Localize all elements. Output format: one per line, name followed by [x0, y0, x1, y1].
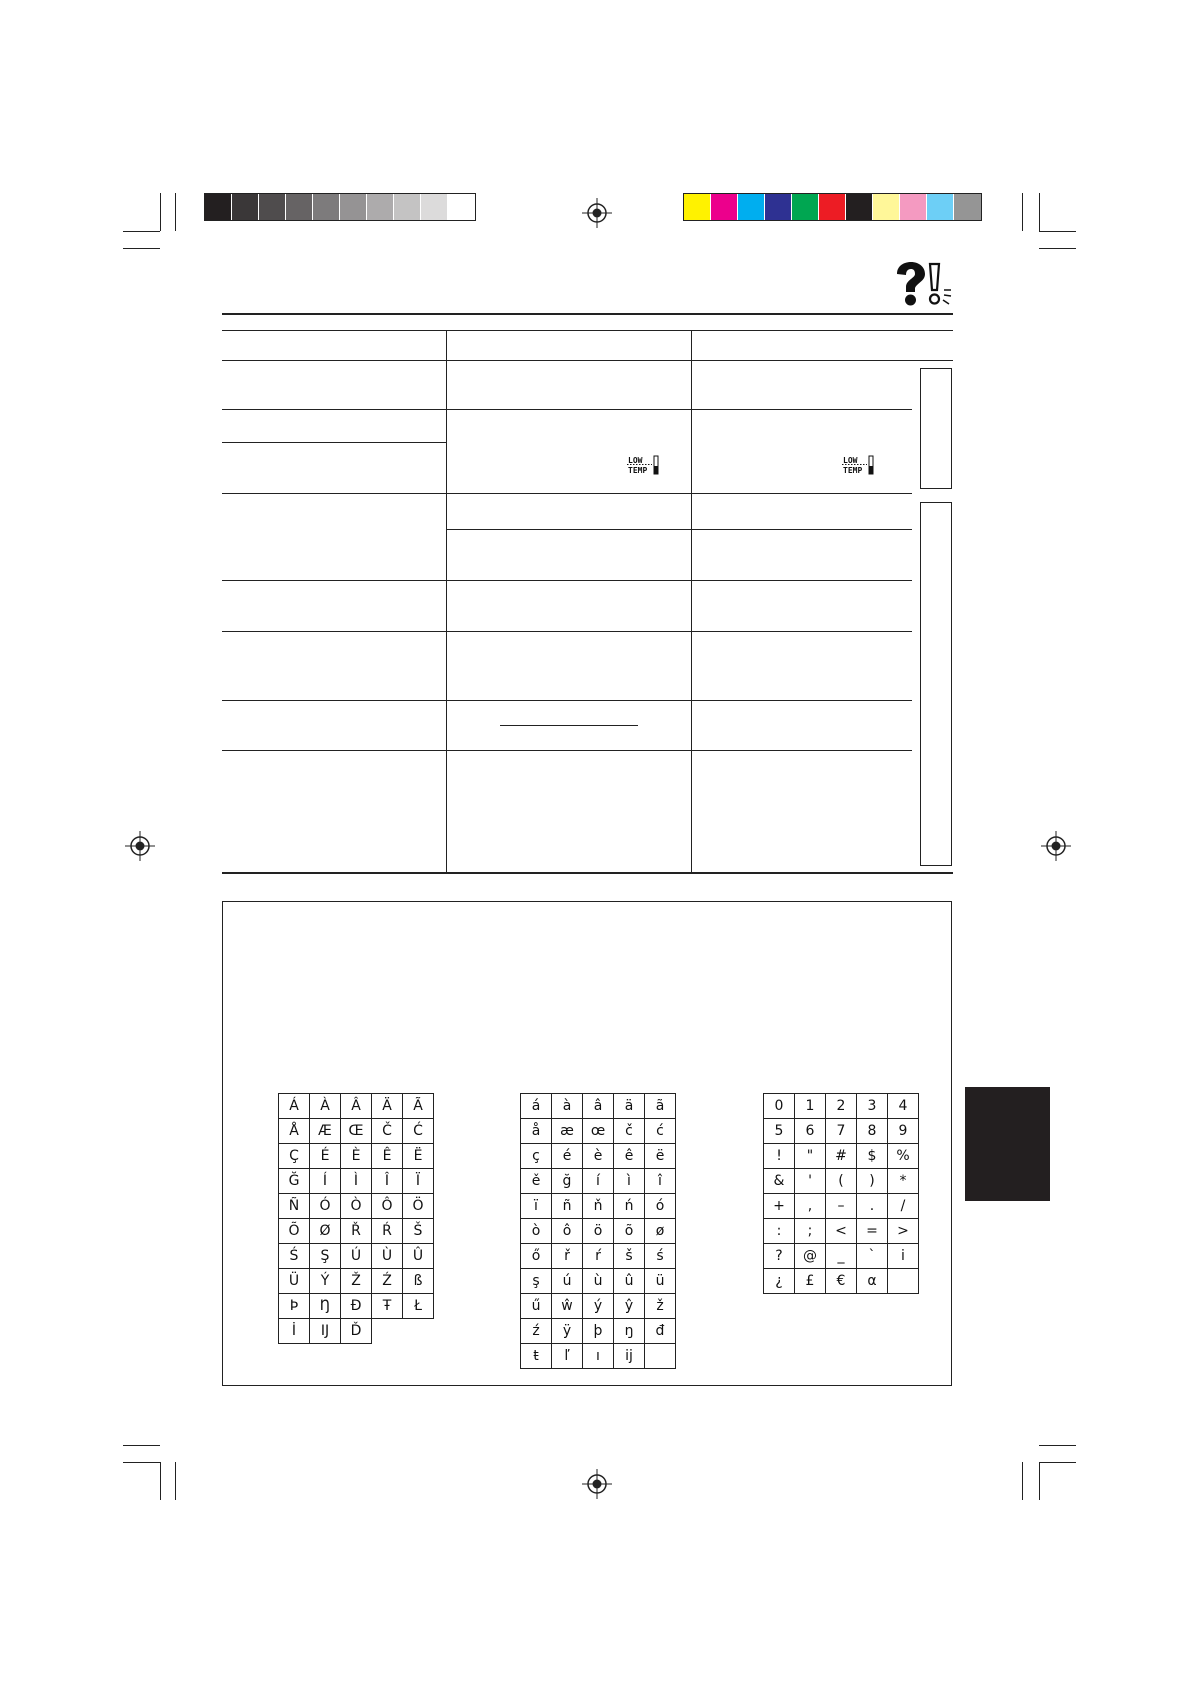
uppercase-char-cell: Ğ [279, 1169, 310, 1194]
table-column-divider [446, 330, 447, 872]
low-temp-indicator-icon [841, 454, 875, 476]
gray-swatch [232, 194, 259, 220]
uppercase-char-cell: Ý [310, 1269, 341, 1294]
symbol-char-cell: % [888, 1144, 919, 1169]
lowercase-char-cell: ľ [552, 1344, 583, 1369]
lowercase-char-cell: æ [552, 1119, 583, 1144]
table-row-rule [691, 750, 912, 751]
character-row [521, 1169, 676, 1194]
table-row-rule [222, 409, 446, 410]
character-row [764, 1094, 919, 1119]
crop-mark [123, 231, 160, 232]
symbol-char-cell: + [764, 1194, 795, 1219]
lowercase-char-cell: à [552, 1094, 583, 1119]
uppercase-char-cell: Ć [403, 1119, 434, 1144]
symbol-char-cell: ; [795, 1219, 826, 1244]
lowercase-char-cell [645, 1344, 676, 1369]
symbol-char-cell: – [826, 1194, 857, 1219]
uppercase-char-cell: Ĳ [310, 1319, 341, 1344]
crop-mark [175, 193, 176, 231]
uppercase-char-cell: Ô [372, 1194, 403, 1219]
character-row [279, 1094, 434, 1119]
table-row-rule [446, 409, 691, 410]
uppercase-char-cell: Ŋ [310, 1294, 341, 1319]
lowercase-char-cell: ş [521, 1269, 552, 1294]
symbol-char-cell: α [857, 1269, 888, 1294]
lowercase-char-cell: ï [521, 1194, 552, 1219]
uppercase-char-cell: Č [372, 1119, 403, 1144]
symbol-char-cell: ' [795, 1169, 826, 1194]
uppercase-char-cell: È [341, 1144, 372, 1169]
uppercase-char-cell: Ś [279, 1244, 310, 1269]
character-row [521, 1319, 676, 1344]
lowercase-char-cell: ö [583, 1219, 614, 1244]
lowercase-char-cell: ø [645, 1219, 676, 1244]
table-inline-rule [500, 725, 638, 726]
character-row [521, 1344, 676, 1369]
character-row [279, 1144, 434, 1169]
table-row-rule [691, 700, 912, 701]
table-row-rule [222, 580, 446, 581]
crop-mark [175, 1462, 176, 1500]
registration-mark-icon [1041, 831, 1071, 861]
lowercase-char-cell: å [521, 1119, 552, 1144]
character-row [279, 1294, 434, 1319]
uppercase-char-cell: Õ [279, 1219, 310, 1244]
symbol-char-cell: 3 [857, 1094, 888, 1119]
character-row [521, 1119, 676, 1144]
uppercase-char-cell: Å [279, 1119, 310, 1144]
gray-swatch [205, 194, 232, 220]
lowercase-char-cell: ő [521, 1244, 552, 1269]
gray-swatch [286, 194, 313, 220]
lowercase-char-cell: é [552, 1144, 583, 1169]
grayscale-calibration-bar [204, 193, 476, 221]
symbol-char-cell [888, 1269, 919, 1294]
lowercase-char-cell: ü [645, 1269, 676, 1294]
table-row-rule [446, 529, 691, 530]
uppercase-char-cell: Š [403, 1219, 434, 1244]
lowercase-char-cell: š [614, 1244, 645, 1269]
side-label-box [920, 502, 952, 866]
table-row-rule [446, 700, 691, 701]
lowercase-char-cell: í [583, 1169, 614, 1194]
lowercase-char-cell: ä [614, 1094, 645, 1119]
symbol-char-cell: : [764, 1219, 795, 1244]
character-row [764, 1219, 919, 1244]
lowercase-char-cell: è [583, 1144, 614, 1169]
table-row-rule [222, 700, 446, 701]
crop-mark [123, 1445, 160, 1446]
table-row-rule [691, 631, 912, 632]
symbol-char-cell: _ [826, 1244, 857, 1269]
uppercase-char-cell: Ó [310, 1194, 341, 1219]
table-row-rule [222, 493, 446, 494]
lowercase-character-table [520, 1093, 676, 1369]
lowercase-char-cell: ň [583, 1194, 614, 1219]
lowercase-char-cell: á [521, 1094, 552, 1119]
symbol-char-cell: ? [764, 1244, 795, 1269]
lowercase-char-cell: ý [583, 1294, 614, 1319]
table-row-rule [691, 409, 912, 410]
character-row [279, 1194, 434, 1219]
registration-mark-icon [125, 831, 155, 861]
low-temp-label-bottom: TEMP [628, 466, 648, 475]
color-swatch [792, 194, 819, 220]
uppercase-char-cell: À [310, 1094, 341, 1119]
uppercase-char-cell: Î [372, 1169, 403, 1194]
lowercase-char-cell: ñ [552, 1194, 583, 1219]
uppercase-char-cell: Ñ [279, 1194, 310, 1219]
lowercase-char-cell: ó [645, 1194, 676, 1219]
color-swatch [954, 194, 981, 220]
gray-swatch [340, 194, 367, 220]
symbol-char-cell: 6 [795, 1119, 826, 1144]
color-swatch [846, 194, 873, 220]
crop-mark [1039, 248, 1076, 249]
lowercase-char-cell: ś [645, 1244, 676, 1269]
symbol-char-cell: 0 [764, 1094, 795, 1119]
symbol-char-cell: ¿ [764, 1269, 795, 1294]
symbol-char-cell: € [826, 1269, 857, 1294]
uppercase-char-cell: Æ [310, 1119, 341, 1144]
low-temp-label-bottom: TEMP [843, 466, 863, 475]
character-row [279, 1269, 434, 1294]
color-swatch [819, 194, 846, 220]
character-row [764, 1119, 919, 1144]
lowercase-char-cell: ã [645, 1094, 676, 1119]
character-row [521, 1244, 676, 1269]
symbol-char-cell: 8 [857, 1119, 888, 1144]
lowercase-char-cell: ô [552, 1219, 583, 1244]
lowercase-char-cell: ù [583, 1269, 614, 1294]
lowercase-char-cell: č [614, 1119, 645, 1144]
uppercase-char-cell: Ï [403, 1169, 434, 1194]
uppercase-char-cell: Ø [310, 1219, 341, 1244]
character-row [279, 1169, 434, 1194]
color-swatch [873, 194, 900, 220]
uppercase-char-cell: Á [279, 1094, 310, 1119]
lowercase-char-cell: ë [645, 1144, 676, 1169]
color-swatch [684, 194, 711, 220]
table-row-rule [446, 631, 691, 632]
question-exclamation-icon [893, 262, 955, 306]
symbol-char-cell: 4 [888, 1094, 919, 1119]
crop-mark [160, 193, 161, 231]
table-row-rule [691, 580, 912, 581]
character-row [521, 1194, 676, 1219]
crop-mark [123, 1462, 160, 1463]
character-row [764, 1169, 919, 1194]
character-row [279, 1244, 434, 1269]
lowercase-char-cell: ŷ [614, 1294, 645, 1319]
crop-mark [160, 1462, 161, 1500]
crop-mark [1039, 193, 1040, 231]
symbol-char-cell: 2 [826, 1094, 857, 1119]
crop-mark [1039, 1462, 1076, 1463]
crop-mark [1022, 193, 1023, 231]
character-row [521, 1144, 676, 1169]
table-column-divider [691, 330, 692, 872]
symbol-char-cell: 9 [888, 1119, 919, 1144]
low-temp-label-top: LOW [628, 456, 643, 465]
table-row-rule [222, 750, 446, 751]
empty-cell [403, 1319, 434, 1344]
uppercase-char-cell: Ç [279, 1144, 310, 1169]
uppercase-char-cell: Ł [403, 1294, 434, 1319]
lowercase-char-cell: î [645, 1169, 676, 1194]
symbol-char-cell: , [795, 1194, 826, 1219]
lowercase-char-cell: đ [645, 1319, 676, 1344]
uppercase-char-cell: Í [310, 1169, 341, 1194]
symbol-char-cell: / [888, 1194, 919, 1219]
color-swatch [711, 194, 738, 220]
lowercase-char-cell: ŋ [614, 1319, 645, 1344]
uppercase-char-cell: ß [403, 1269, 434, 1294]
lowercase-char-cell: ğ [552, 1169, 583, 1194]
character-row [279, 1119, 434, 1144]
lowercase-char-cell: û [614, 1269, 645, 1294]
uppercase-char-cell: Ŧ [372, 1294, 403, 1319]
symbol-char-cell: = [857, 1219, 888, 1244]
lowercase-char-cell: ı [583, 1344, 614, 1369]
character-row [279, 1219, 434, 1244]
lowercase-char-cell: ÿ [552, 1319, 583, 1344]
character-row [521, 1294, 676, 1319]
symbol-char-cell: < [826, 1219, 857, 1244]
table-row-rule [691, 529, 912, 530]
uppercase-char-cell: Ã [403, 1094, 434, 1119]
crop-mark [123, 248, 160, 249]
color-swatch [765, 194, 792, 220]
gray-swatch [367, 194, 394, 220]
uppercase-char-cell: Ď [341, 1319, 372, 1344]
symbol-char-cell: * [888, 1169, 919, 1194]
uppercase-char-cell: Ž [341, 1269, 372, 1294]
lowercase-char-cell: õ [614, 1219, 645, 1244]
uppercase-char-cell: Ŕ [372, 1219, 403, 1244]
color-swatch [927, 194, 954, 220]
gray-swatch [394, 194, 421, 220]
table-header-bottom-rule [222, 360, 953, 361]
lowercase-char-cell: ŕ [583, 1244, 614, 1269]
gray-swatch [421, 194, 448, 220]
table-row-rule [446, 750, 691, 751]
uppercase-char-cell: Û [403, 1244, 434, 1269]
color-swatch [900, 194, 927, 220]
low-temp-indicator-icon [626, 454, 660, 476]
uppercase-char-cell: Þ [279, 1294, 310, 1319]
symbol-char-cell: " [795, 1144, 826, 1169]
table-top-rule [222, 313, 953, 315]
uppercase-char-cell: Ò [341, 1194, 372, 1219]
lowercase-char-cell: â [583, 1094, 614, 1119]
symbol-char-cell: i [888, 1244, 919, 1269]
gray-swatch [259, 194, 286, 220]
symbol-char-cell: 1 [795, 1094, 826, 1119]
symbol-char-cell: 7 [826, 1119, 857, 1144]
lowercase-char-cell: þ [583, 1319, 614, 1344]
lowercase-char-cell: ê [614, 1144, 645, 1169]
uppercase-char-cell: Ú [341, 1244, 372, 1269]
lowercase-char-cell: ě [521, 1169, 552, 1194]
lowercase-char-cell: ń [614, 1194, 645, 1219]
side-label-box [920, 368, 952, 489]
symbol-character-table [763, 1093, 919, 1294]
uppercase-char-cell: Ş [310, 1244, 341, 1269]
crop-mark [1039, 1462, 1040, 1500]
symbol-char-cell: ` [857, 1244, 888, 1269]
symbol-char-cell: ( [826, 1169, 857, 1194]
lowercase-char-cell: ú [552, 1269, 583, 1294]
symbol-char-cell: @ [795, 1244, 826, 1269]
character-row [521, 1094, 676, 1119]
table-row-rule [222, 631, 446, 632]
lowercase-char-cell: ŵ [552, 1294, 583, 1319]
table-row-rule [222, 442, 446, 443]
symbol-char-cell: & [764, 1169, 795, 1194]
uppercase-char-cell: Ř [341, 1219, 372, 1244]
table-bottom-rule [222, 872, 953, 874]
uppercase-char-cell: Œ [341, 1119, 372, 1144]
uppercase-char-cell: Ì [341, 1169, 372, 1194]
table-header-rule [222, 330, 953, 331]
character-row [764, 1244, 919, 1269]
low-temp-label-top: LOW [843, 456, 858, 465]
registration-mark-icon [582, 1469, 612, 1499]
symbol-char-cell: 5 [764, 1119, 795, 1144]
character-row [521, 1269, 676, 1294]
lowercase-char-cell: ć [645, 1119, 676, 1144]
character-row [764, 1144, 919, 1169]
crop-mark [1022, 1462, 1023, 1500]
uppercase-char-cell: Ö [403, 1194, 434, 1219]
crop-mark [1039, 1445, 1076, 1446]
character-row [764, 1269, 919, 1294]
table-row-rule [691, 493, 912, 494]
color-swatch [738, 194, 765, 220]
lowercase-char-cell: ř [552, 1244, 583, 1269]
registration-mark-icon [582, 198, 612, 228]
character-tables-panel [222, 901, 952, 1386]
character-row [521, 1219, 676, 1244]
symbol-char-cell: . [857, 1194, 888, 1219]
lowercase-char-cell: ű [521, 1294, 552, 1319]
table-row-rule [446, 580, 691, 581]
uppercase-char-cell: Ê [372, 1144, 403, 1169]
lowercase-char-cell: ĳ [614, 1344, 645, 1369]
symbol-char-cell: $ [857, 1144, 888, 1169]
lowercase-char-cell: ŧ [521, 1344, 552, 1369]
uppercase-char-cell: İ [279, 1319, 310, 1344]
symbol-char-cell: £ [795, 1269, 826, 1294]
uppercase-char-cell: Ë [403, 1144, 434, 1169]
lowercase-char-cell: ž [645, 1294, 676, 1319]
crop-mark [1039, 231, 1076, 232]
section-thumb-tab [965, 1087, 1050, 1201]
uppercase-char-cell: Ä [372, 1094, 403, 1119]
symbol-char-cell: ) [857, 1169, 888, 1194]
gray-swatch [313, 194, 340, 220]
symbol-char-cell: > [888, 1219, 919, 1244]
lowercase-char-cell: ì [614, 1169, 645, 1194]
uppercase-char-cell: Ù [372, 1244, 403, 1269]
uppercase-char-cell: Đ [341, 1294, 372, 1319]
uppercase-char-cell: Ź [372, 1269, 403, 1294]
symbol-char-cell: # [826, 1144, 857, 1169]
character-row [279, 1319, 434, 1344]
uppercase-char-cell: É [310, 1144, 341, 1169]
uppercase-char-cell: Ü [279, 1269, 310, 1294]
uppercase-character-table [278, 1093, 434, 1344]
lowercase-char-cell: ź [521, 1319, 552, 1344]
lowercase-char-cell: ç [521, 1144, 552, 1169]
lowercase-char-cell: ò [521, 1219, 552, 1244]
character-row [764, 1194, 919, 1219]
table-row-rule [446, 493, 691, 494]
lowercase-char-cell: œ [583, 1119, 614, 1144]
gray-swatch [448, 194, 475, 220]
symbol-char-cell: ! [764, 1144, 795, 1169]
uppercase-char-cell: Â [341, 1094, 372, 1119]
color-calibration-bar [683, 193, 982, 221]
empty-cell [372, 1319, 403, 1344]
